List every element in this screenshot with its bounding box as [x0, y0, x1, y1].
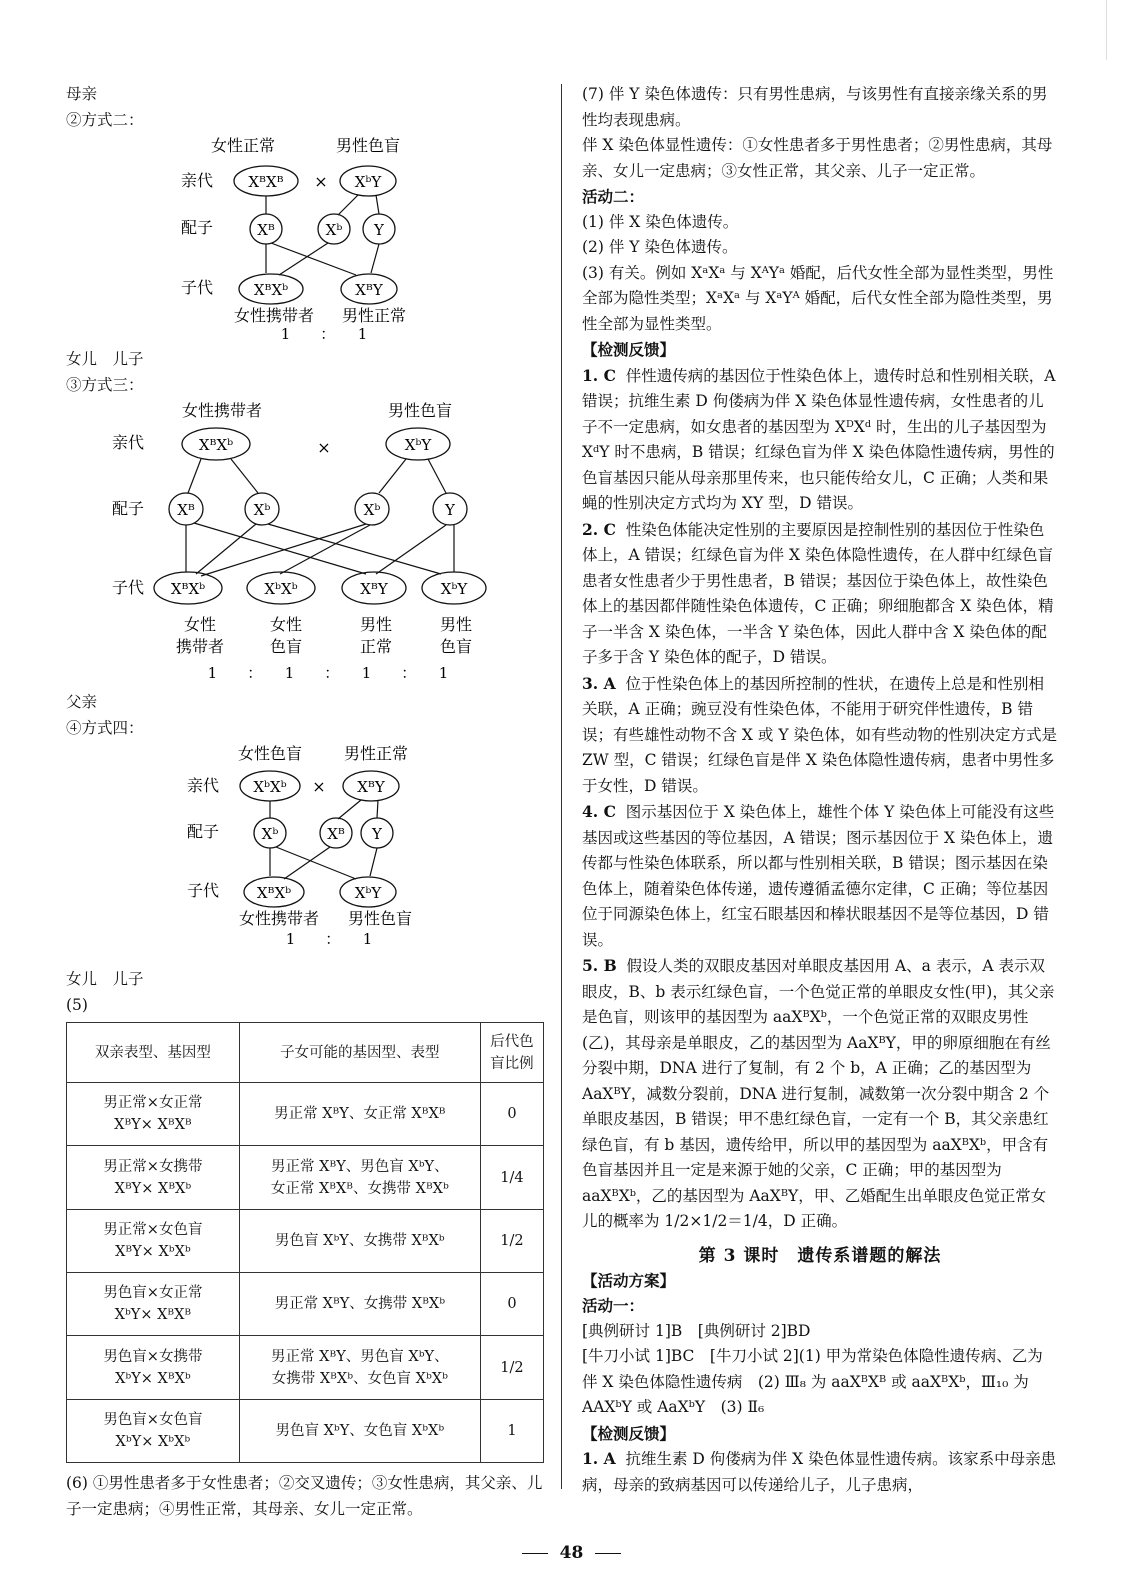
method-three-label: ③方式三： — [66, 375, 144, 394]
left-column — [66, 82, 544, 1522]
child-label-4b: 色盲 — [439, 637, 473, 656]
cell-parent-phenotype: 男色盲×女正常 — [103, 1285, 203, 1301]
cell-children-1: 男正常 XᴮY、女正常 XᴮXᴮ — [274, 1106, 446, 1122]
cell-children-1: 男色盲 XᵇY、女色盲 XᵇXᵇ — [275, 1423, 445, 1439]
daughter-son-label: 女儿 儿子 — [66, 350, 144, 368]
cell-children-1: 男正常 XᴮY、男色盲 XᵇY、 — [271, 1158, 449, 1175]
cell-ratio: 1/2 — [480, 1210, 543, 1273]
table-row — [67, 1400, 544, 1463]
child-female-genotype: XᴮXᵇ — [256, 884, 292, 902]
col-ratio: 后代色盲比例 — [480, 1023, 543, 1083]
parent-female-label: 女性携带者 — [181, 401, 263, 420]
cell-parent-phenotype: 男色盲×女携带 — [103, 1348, 203, 1365]
x-dominant-text: 伴 X 染色体显性遗传：①女性患者多于男性患者；②男性患病，其母亲、女儿一定患病；③女性正常，其父亲、儿子一定正常。 — [582, 136, 1053, 180]
cell-parent-phenotype: 男正常×女正常 — [103, 1095, 203, 1111]
cell-children-1: 男色盲 XᵇY、女携带 XᴮXᵇ — [275, 1233, 445, 1249]
table-row — [67, 1273, 544, 1336]
cell-parent-genotype: XᵇY× XᴮXᴮ — [114, 1307, 192, 1323]
ratio: 1 ： 1 — [285, 930, 373, 948]
child-female-genotype: XᴮXᵇ — [253, 281, 289, 299]
answer-2: (2) 伴 Y 染色体遗传。 — [582, 238, 738, 256]
cell-parent-genotype: XᴮY× XᴮXᴮ — [114, 1117, 192, 1133]
cell-parent-phenotype: 男色盲×女色盲 — [103, 1412, 203, 1428]
mother-label: 母亲 — [66, 85, 98, 103]
cell-parent-genotype: XᵇY× XᴮXᵇ — [115, 1370, 191, 1387]
feedback-item: 3. A 位于性染色体上的基因所控制的性状，在遗传上总是和性别相关联，A 正确；豌豆没有性染色体，不能用于研究伴性遗传，B 错误；有些雄性动物不含 X 或 Y 染色体，如有些动物的性别决定方式是 ZW 型，C 错误；红绿色盲是伴 X 染色体隐性遗传病，患者中男性多于女性，D 错误。 — [582, 673, 1057, 795]
section-heading: 【检测反馈】 — [582, 1423, 676, 1443]
child-genotype-3: XᴮY — [360, 580, 388, 598]
row-label-parents: 亲代 — [181, 171, 214, 190]
item-6-text: (6) ①男性患者多于女性患者；②交叉遗传；③女性患病，其父亲、儿子一定患病；④男性正常，其母亲、女儿一定正常。 — [66, 1474, 543, 1518]
parent-male-genotype: XᴮY — [357, 778, 385, 796]
child-label-3b: 正常 — [359, 637, 393, 656]
item-7-text: (7) 伴 Y 染色体遗传：只有男性患病，与该男性有直接亲缘关系的男性均表现患病。 — [582, 85, 1048, 129]
lesson-title: 第 3 课时 遗传系谱题的解法 — [698, 1245, 942, 1266]
parent-female-genotype: XᴮXᵇ — [198, 436, 234, 454]
section-heading: 【检测反馈】 — [582, 340, 676, 359]
feedback-item: 4. C 图示基因位于 X 染色体上，雄性个体 Y 染色体上可能没有这些基因或这些基因的等位基因，A 错误；图示基因位于 X 染色体上，遗传都与性染色体联系，所以都与性别相关联，B 错误；图示基因在染色体上，随着染色体传递，遗传遵循孟德尔定律，C 正确；等位基因位于同源染色体上，红宝石眼基因和棒状眼基因不是等位基因，D 错误。 — [582, 802, 1055, 949]
gamete-Y: Y — [445, 501, 455, 519]
row-label-parents: 亲代 — [112, 433, 145, 452]
gamete-Xb: Xᵇ — [261, 825, 279, 843]
activity-one-label: 活动一： — [582, 1296, 645, 1315]
cross-sign: × — [312, 777, 326, 796]
parent-female-label: 女性正常 — [210, 136, 276, 155]
cell-children-1: 男正常 XᴮY、女携带 XᴮXᵇ — [274, 1296, 446, 1312]
cell-ratio: 0 — [480, 1083, 543, 1146]
parent-female-genotype: XᴮXᴮ — [248, 173, 284, 191]
answer-1: (1) 伴 X 染色体遗传。 — [582, 212, 739, 231]
child-genotype-4: XᵇY — [440, 580, 468, 598]
col-children: 子女可能的基因型、表型 — [239, 1023, 480, 1083]
row-label-gametes: 配子 — [187, 822, 220, 841]
method-four-label: ④方式四： — [66, 718, 144, 737]
child-label-3a: 男性 — [359, 615, 393, 634]
child-label-1b: 携带者 — [175, 637, 225, 656]
edge-mark — [1106, 0, 1107, 60]
feedback-item: 5. B 假设人类的双眼皮基因对单眼皮基因用 A、a 表示，A 表示双眼皮，B、b 表示红绿色盲，一个色觉正常的单眼皮女性(甲)，其父亲是色盲，则该甲的基因型为 aaXᴮXᵇ，一个色觉正常的双眼皮男性(乙)，其母亲是单眼皮，乙的基因型为 AaXᴮY，甲的卵原细胞在有丝分裂中期，DNA 进行了复制，有 2 个 b，A 正确；乙的基因型为 AaXᴮY，减数分裂前，DNA 进行复制，减数第一次分裂中期含 2 个单眼皮基因，B 错误；甲不患红绿色盲，一定有一个 B，其父亲患红绿色盲，有 b 基因，遗传给甲，所以甲的基因型为 aaXᴮXᵇ，甲含有色盲基因并且一定是来源于她的父亲，C 正确；甲的基因型为 aaXᴮXᵇ，乙的基因型为 AaXᴮY，甲、乙婚配生出单眼皮色觉正常女儿的概率为 1/2×1/2＝1/4，D 正确。 — [582, 956, 1055, 1230]
row-label-offspring: 子代 — [112, 578, 145, 597]
cell-ratio: 1 — [480, 1400, 543, 1463]
parent-male-genotype: XᵇY — [404, 436, 432, 454]
parent-male-genotype: XᵇY — [354, 173, 382, 191]
column-divider — [561, 84, 562, 1489]
cross-sign: × — [314, 172, 328, 191]
parent-male-label: 男性色盲 — [335, 136, 401, 155]
cell-children-2: 女正常 XᴮXᴮ、女携带 XᴮXᵇ — [270, 1180, 449, 1197]
cross-sign: × — [317, 438, 331, 457]
child-label-4a: 男性 — [439, 615, 473, 634]
right-column — [582, 82, 1058, 1498]
gamete-Xb: Xᵇ — [325, 221, 343, 239]
gamete-XB: Xᴮ — [177, 501, 195, 519]
cell-children-2: 女携带 XᴮXᵇ、女色盲 XᵇXᵇ — [271, 1370, 448, 1387]
parent-male-label: 男性正常 — [343, 744, 409, 763]
ratio: 1 ： 1 ： 1 ： 1 — [207, 664, 449, 680]
page-number: 48 — [0, 1543, 1143, 1563]
cross-diagram-four — [66, 741, 544, 951]
cross-diagram-two — [66, 133, 544, 341]
feedback-item: 1. A 抗维生素 D 佝偻病为伴 X 染色体显性遗传病。该家系中母亲患病，母亲的致病基因可以传递给儿子，儿子患病， — [582, 1449, 1057, 1494]
child-genotype-2: XᵇXᵇ — [264, 580, 298, 598]
feedback-item: 1. C 伴性遗传病的基因位于性染色体上，遗传时总和性别相关联，A 错误；抗维生素 D 佝偻病为伴 X 染色体显性遗传病，女性患者的儿子不一定患病，如女患者的基因型为 XᴰXᵈ 时，生出的儿子基因型为 XᵈY 时不患病，B 错误；红绿色盲为伴 X 染色体隐性遗传病，男性的色盲基因只能从母亲那里传来，也只能传给女儿，C 正确；人类和果蝇的性别决定方式均为 XY 型，D 错误。 — [582, 365, 1056, 512]
cell-parent-phenotype: 男正常×女色盲 — [103, 1222, 203, 1238]
parent-male-label: 男性色盲 — [387, 401, 453, 420]
gamete-Xb-male: Xᵇ — [363, 501, 381, 519]
child-genotype-1: XᴮXᵇ — [170, 580, 206, 598]
parent-female-genotype: XᵇXᵇ — [253, 778, 287, 796]
cell-ratio: 0 — [480, 1273, 543, 1336]
activity-two-label: 活动二： — [582, 187, 645, 206]
table-row — [67, 1146, 544, 1210]
cell-parent-genotype: XᴮY× XᴮXᵇ — [114, 1180, 192, 1197]
item-5-label: (5) — [66, 995, 88, 1014]
parent-female-label: 女性色盲 — [237, 744, 303, 763]
gamete-Xb-female: Xᵇ — [253, 501, 271, 519]
inheritance-table — [66, 1022, 544, 1463]
child-label-1a: 女性 — [183, 615, 217, 634]
cross-diagram-three — [66, 398, 544, 680]
practice-answers: [牛刀小试 1]BC [牛刀小试 2](1) 甲为常染色体隐性遗传病、乙为伴 X 染色体隐性遗传病 (2) Ⅲ₈ 为 aaXᴮXᴮ 或 aaXᴮXᵇ，Ⅲ₁₀ 为 AAXᵇY 或 AaXᵇY (3) Ⅱ₆ — [582, 1347, 1043, 1416]
ratio: 1 ： 1 — [280, 325, 368, 341]
child-male-label: 男性色盲 — [347, 909, 413, 928]
child-label-2b: 色盲 — [269, 637, 303, 656]
col-parents: 双亲表型、基因型 — [67, 1023, 240, 1083]
table-row — [67, 1083, 544, 1146]
table-row — [67, 1336, 544, 1400]
cell-parent-genotype: XᵇY× XᵇXᵇ — [115, 1434, 191, 1450]
gamete-Y: Y — [374, 221, 384, 239]
cell-parent-genotype: XᴮY× XᵇXᵇ — [115, 1244, 191, 1260]
table-header — [67, 1023, 544, 1083]
child-label-2a: 女性 — [269, 615, 303, 634]
row-label-gametes: 配子 — [181, 218, 214, 237]
gamete-Y: Y — [372, 825, 382, 843]
answer-3: (3) 有关。例如 XᵃXᵃ 与 XᴬYᵃ 婚配，后代女性全部为显性类型，男性全部为隐性类型；XᵃXᵃ 与 XᵃYᴬ 婚配，后代女性全部为隐性类型，男性全部为显性类型。 — [582, 263, 1054, 333]
row-label-offspring: 子代 — [187, 881, 220, 900]
cell-ratio: 1/2 — [480, 1336, 543, 1400]
feedback-item: 2. C 性染色体能决定性别的主要原因是控制性别的基因位于性染色体上，A 错误；红绿色盲为伴 X 染色体隐性遗传，在人群中红绿色盲患者女性患者少于男性患者，B 错误；基因位于染色体上，故性染色体上的基因都伴随性染色体遗传，C 正确；卵细胞都含 X 染色体，精子一半含 X 染色体，一半含 Y 染色体，因此人群中含 X 染色体的配子多于含 Y 染色体的配子，D 错误。 — [582, 519, 1054, 666]
gamete-XB: Xᴮ — [327, 825, 345, 843]
cell-ratio: 1/4 — [480, 1146, 543, 1210]
row-label-parents: 亲代 — [187, 776, 220, 795]
cell-children-1: 男正常 XᴮY、男色盲 XᵇY、 — [271, 1348, 449, 1365]
row-label-offspring: 子代 — [181, 278, 214, 297]
cell-parent-phenotype: 男正常×女携带 — [103, 1158, 203, 1175]
section-heading: 【活动方案】 — [582, 1270, 676, 1290]
father-label: 父亲 — [66, 693, 98, 711]
child-male-label: 男性正常 — [341, 306, 407, 325]
child-female-label: 女性携带者 — [238, 909, 320, 928]
gamete-XB: Xᴮ — [257, 221, 275, 239]
example-answers: [典例研讨 1]B [典例研讨 2]BD — [582, 1321, 811, 1340]
child-male-genotype: XᵇY — [354, 884, 382, 902]
daughter-son-label: 女儿 儿子 — [66, 970, 144, 988]
child-male-genotype: XᴮY — [355, 281, 383, 299]
row-label-gametes: 配子 — [112, 499, 145, 518]
child-female-label: 女性携带者 — [233, 306, 315, 325]
method-two-label: ②方式二： — [66, 110, 144, 129]
table-row — [67, 1210, 544, 1273]
